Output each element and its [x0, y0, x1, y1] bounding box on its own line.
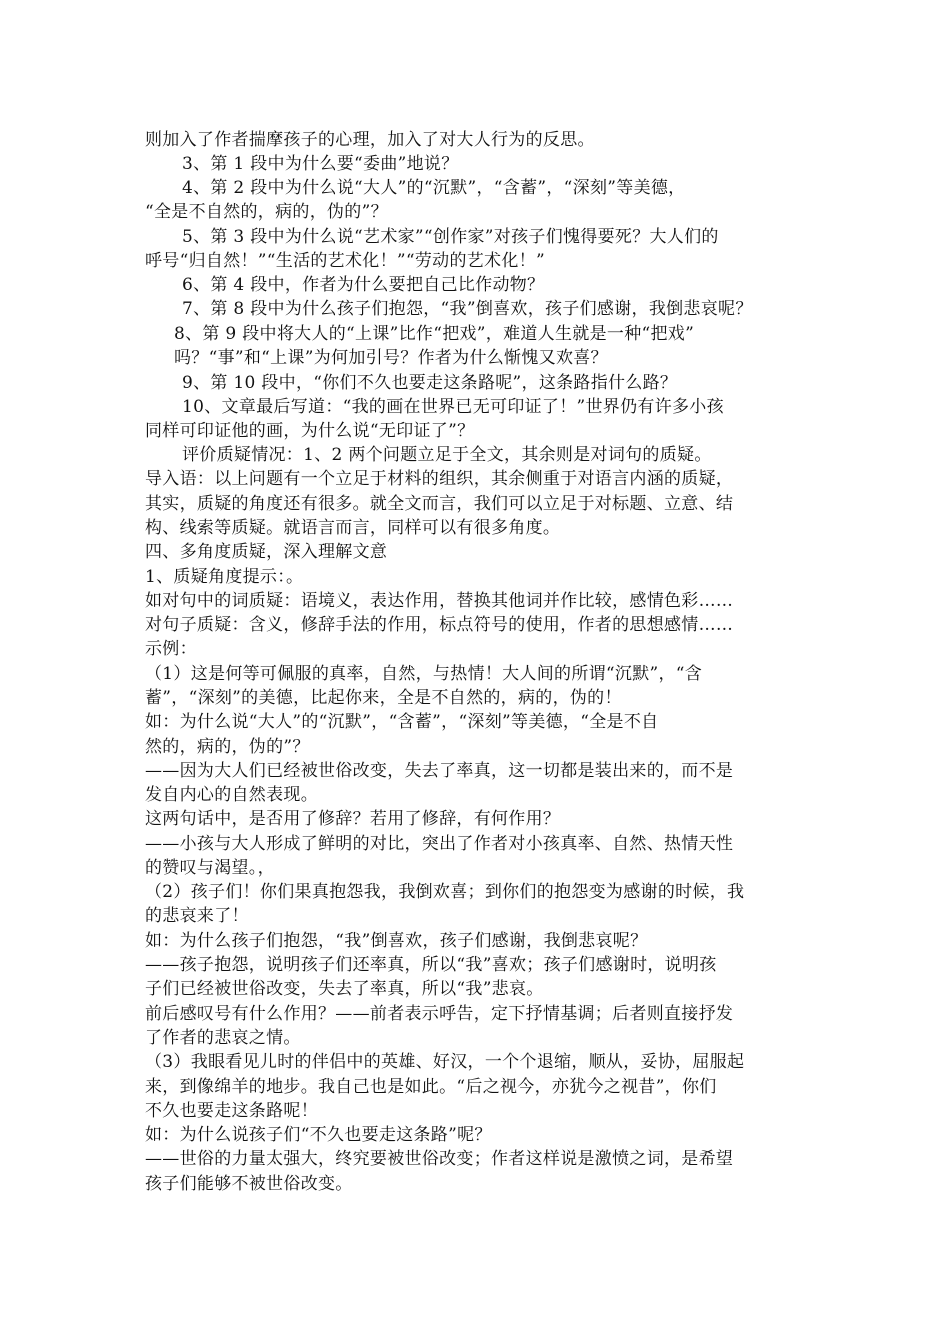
- text-line: ——世俗的力量太强大，终究要被世俗改变；作者这样说是激愤之词，是希望: [145, 1149, 734, 1169]
- text-line: “全是不自然的，病的，伪的”？: [145, 202, 388, 222]
- text-line: 则加入了作者揣摩孩子的心理，加入了对大人行为的反思。: [145, 130, 595, 150]
- text-line: 其实，质疑的角度还有很多。就全文而言，我们可以立足于对标题、立意、结: [145, 494, 734, 514]
- text-line: 如：为什么说孩子们“不久也要走这条路”呢？: [145, 1125, 492, 1145]
- section-heading: 四、多角度质疑，深入理解文意: [145, 542, 388, 562]
- text-line: 前后感叹号有什么作用？——前者表示呼告，定下抒情基调；后者则直接抒发: [145, 1004, 734, 1024]
- text-line: ——孩子抱怨，说明孩子们还率真，所以“我”喜欢；孩子们感谢时，说明孩: [145, 955, 717, 975]
- text-line: 10、文章最后写道：“我的画在世界已无可印证了！”世界仍有许多小孩: [182, 397, 724, 417]
- text-line: 评价质疑情况：1、2 两个问题立足于全文，其余则是对词句的质疑。: [182, 445, 712, 465]
- text-line: 8、第 9 段中将大人的“上课”比作“把戏”，难道人生就是一种“把戏”: [174, 324, 695, 344]
- text-line: 构、线索等质疑。就语言而言，同样可以有很多角度。: [145, 518, 561, 538]
- text-line: 了作者的悲哀之情。: [145, 1028, 301, 1048]
- text-line: 发自内心的自然表现。: [145, 785, 318, 805]
- text-line: 吗？“事”和“上课”为何加引号？作者为什么惭愧又欢喜？: [174, 348, 608, 368]
- text-line: 导入语：以上问题有一个立足于材料的组织，其余侧重于对语言内涵的质疑，: [145, 469, 734, 489]
- text-line: 呼号“归自然！”“生活的艺术化！”“劳动的艺术化！”: [145, 251, 545, 271]
- text-line: 来，到像绵羊的地步。我自己也是如此。“后之视今，亦犹今之视昔”，你们: [145, 1077, 717, 1097]
- text-line: （1）这是何等可佩服的真率，自然，与热情！大人间的所谓“沉默”，“含: [145, 664, 703, 684]
- text-line: 子们已经被世俗改变，失去了率真，所以“我”悲哀。: [145, 979, 544, 999]
- text-line: 7、第 8 段中为什么孩子们抱怨，“我”倒喜欢，孩子们感谢，我倒悲哀呢？: [182, 299, 753, 319]
- text-line: （3）我眼看见儿时的伴侣中的英雄、好汉，一个个退缩，顺从，妥协，屈服起: [145, 1052, 745, 1072]
- text-line: 对句子质疑：含义，修辞手法的作用，标点符号的使用，作者的思想感情……: [145, 615, 734, 635]
- text-line: ——因为大人们已经被世俗改变，失去了率真，这一切都是装出来的，而不是: [145, 761, 734, 781]
- text-line: 5、第 3 段中为什么说“艺术家”“创作家”对孩子们愧得要死？大人们的: [182, 227, 719, 247]
- text-line: 这两句话中，是否用了修辞？若用了修辞，有何作用？: [145, 809, 561, 829]
- text-line: 然的，病的，伪的”？: [145, 737, 310, 757]
- text-line: 蓄”，“深刻”的美德，比起你来，全是不自然的，病的，伪的！: [145, 688, 622, 708]
- text-line: 如：为什么孩子们抱怨，“我”倒喜欢，孩子们感谢，我倒悲哀呢？: [145, 931, 648, 951]
- text-line: 如对句中的词质疑：语境义，表达作用，替换其他词并作比较，感情色彩……: [145, 591, 734, 611]
- text-line: 的悲哀来了！: [145, 906, 249, 926]
- text-line: （2）孩子们！你们果真抱怨我，我倒欢喜；到你们的抱怨变为感谢的时候，我: [145, 882, 745, 902]
- text-line: 的赞叹与渴望。，: [145, 858, 275, 878]
- text-line: 如：为什么说“大人”的“沉默”，“含蓄”，“深刻”等美德，“全是不自: [145, 712, 659, 732]
- text-line: 9、第 10 段中，“你们不久也要走这条路呢”，这条路指什么路？: [182, 373, 678, 393]
- text-line: ——小孩与大人形成了鲜明的对比，突出了作者对小孩真率、自然、热情天性: [145, 834, 734, 854]
- text-line: 3、第 1 段中为什么要“委曲”地说？: [182, 154, 459, 174]
- text-line: 6、第 4 段中，作者为什么要把自己比作动物？: [182, 275, 545, 295]
- text-line: 不久也要走这条路呢！: [145, 1101, 318, 1121]
- text-line: 同样可印证他的画，为什么说“无印证了”？: [145, 421, 475, 441]
- text-line: 示例：: [145, 639, 197, 659]
- text-line: 4、第 2 段中为什么说“大人”的“沉默”，“含蓄”，“深刻”等美德，: [182, 178, 686, 198]
- text-line: 孩子们能够不被世俗改变。: [145, 1174, 353, 1194]
- text-line: 1、质疑角度提示：。: [145, 567, 304, 587]
